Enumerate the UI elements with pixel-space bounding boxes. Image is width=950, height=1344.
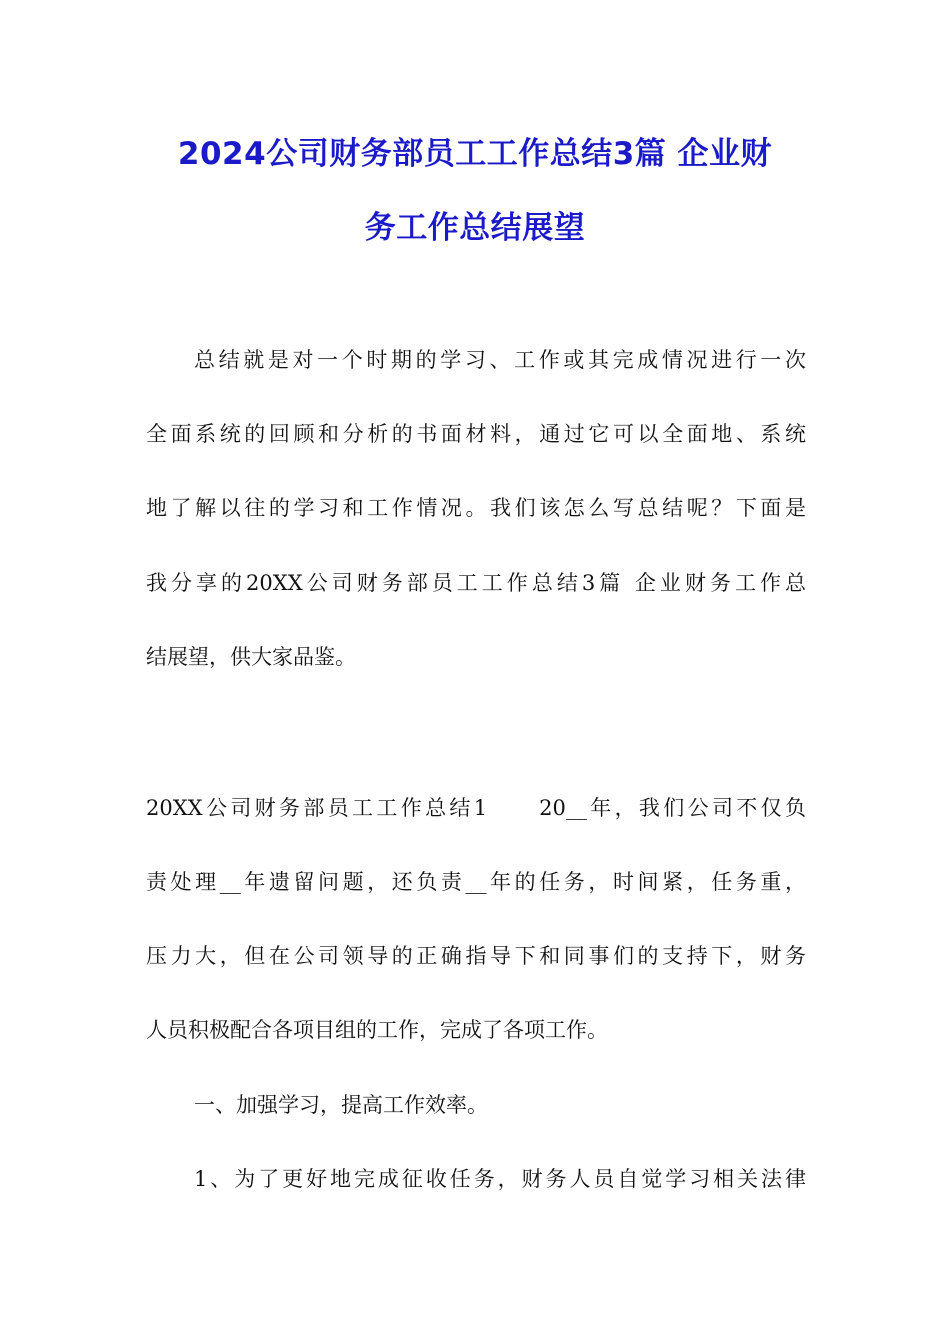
paragraph-line: 总结就是对一个时期的学习、工作或其完成情况进行一次 (194, 348, 806, 372)
paragraph-line: 责处理__年遗留问题，还负责__年的任务，时间紧，任务重， (146, 870, 806, 894)
paragraph-line: 我分享的20XX公司财务部员工工作总结3篇 企业财务工作总 (146, 571, 806, 595)
document-title-line-1: 2024公司财务部员工工作总结3篇 企业财 (177, 136, 773, 172)
paragraph-line: 全面系统的回顾和分析的书面材料，通过它可以全面地、系统 (146, 422, 806, 446)
paragraph-line: 地了解以往的学习和工作情况。我们该怎么写总结呢？下面是 (146, 496, 806, 520)
paragraph-line: 人员积极配合各项目组的工作，完成了各项工作。 (146, 1018, 608, 1042)
section-heading: 一、加强学习，提高工作效率。 (194, 1093, 488, 1117)
paragraph-line: 压力大，但在公司领导的正确指导下和同事们的支持下，财务 (146, 944, 806, 968)
paragraph-line: 结展望，供大家品鉴。 (146, 645, 356, 669)
paragraph-line: 1、为了更好地完成征收任务，财务人员自觉学习相关法律 (194, 1167, 806, 1191)
document-title-line-2: 务工作总结展望 (364, 210, 586, 246)
paragraph-line: 20XX公司财务部员工工作总结1 20__年，我们公司不仅负 (146, 796, 806, 820)
